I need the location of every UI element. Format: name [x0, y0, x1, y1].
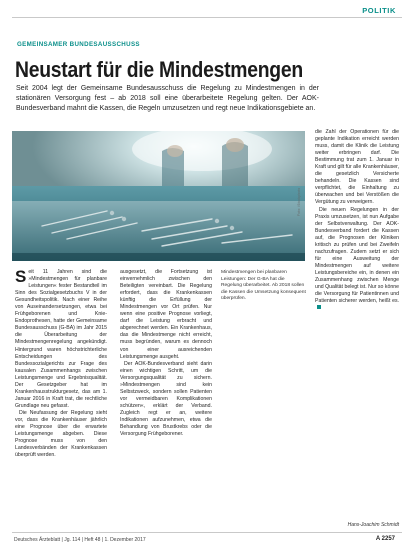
paragraph: ausgesetzt, die Fortsetzung ist einvernehmlich zwischen den Beteiligten vereinbart. Die Regelung erfordert, dass die Krankenkassen künftig die Erfüllung der Mindestmengen vor Ort prüfen. Nur wenn eine positive Prognose vorliegt, darf die Leistung erbracht und abgerechnet werden. Ein Krankenhaus, das die Mindestmenge nicht erreicht, muss begründen, warum es dennoch von einer ausreichenden Leistungsmenge ausgeht.: [120, 269, 212, 360]
paragraph: Seit 11 Jahren sind die »Mindestmengen für planbare Leistungen« fester Bestandteil im Sinn des Sozialgesetzbuchs V in der Gesundheitspolitik. Nach einer Reihe von Auseinandersetzungen, etwa bei Frühgeborenen und Knie-Endoprothesen, hatte der Gemeinsame Bundesausschuss (G-BA) im Jahr 2015 die Überarbeitung der Mindestmengenregelung angekündigt. Hintergrund waren höchstrichterliche Entscheidungen des Bundessozialgerichts zur Frage des kausalen Zusammenhangs zwischen Leistungsmenge und Ergebnisqualität. Der Gesetzgeber hat im Krankenhausstrukturgesetz, das am 1. Januar 2016 in Kraft trat, die rechtliche Grundlage neu gefasst.: [15, 269, 107, 409]
section-label: POLITIK: [362, 6, 396, 15]
drop-cap: S: [15, 269, 27, 286]
footer-rule: [12, 532, 402, 533]
paragraph: die Zahl der Operationen für die geplante Indikation erreicht werden muss, damit die Klinik die Leistung weiter erbringen darf. Die Bestimmung trat zum 1. Januar in Kraft und gilt für alle Krankenhäuser, die gesetzlich Versicherte behandeln. Die Kassen sind verpflichtet, die Einhaltung zu überwachen und bei Verstößen die Vergütung zu verweigern.: [315, 129, 399, 206]
header-rule: [12, 17, 402, 18]
publication-info: Deutsches Ärzteblatt | Jg. 114 | Heft 48 | 1. Dezember 2017: [14, 537, 146, 543]
article-title: Neustart für die Mindestmengen: [15, 57, 303, 82]
paragraph: Der AOK-Bundesverband sieht darin einen wichtigen Schritt, um die Versorgungsqualität zu sichern. »Mindestmengen sind kein Selbstzweck, sondern sollen Patienten vor vermeidbaren Komplikationen schützen«, erklärt der Verband. Zugleich regt er an, weitere Indikationen aufzunehmen, etwa die Behandlung von Brustkrebs oder die Versorgung Frühgeborener.: [120, 360, 212, 438]
operating-room-photo: [12, 131, 305, 261]
end-mark-icon: [317, 305, 321, 309]
paragraph: Die neuen Regelungen in der Praxis umzusetzen, ist nun Aufgabe der Selbstverwaltung. Der AOK-Bundesverband fordert die Kassen auf, die Prognosen der Kliniken kritisch zu prüfen und bei Zweifeln nachzufragen. Zudem setzt er sich für eine Ausweitung der Mindestmengen auf weitere Leistungsbereiche ein, in denen ein Zusammenhang zwischen Menge und Qualität belegt ist. Nur so könne die Versorgung für Patientinnen und Patienten sicherer werden, heißt es.: [315, 207, 399, 313]
article-column-1: [15, 269, 107, 531]
photo-credit: Foto: iStockphoto: [297, 187, 301, 216]
article-author: Hans-Joachim Schmidt: [347, 522, 399, 528]
page-number: A 2257: [375, 536, 395, 542]
article-column-2: [120, 269, 212, 531]
article-column-3: [315, 129, 399, 523]
article-lead: Seit 2004 legt der Gemeinsame Bundesausschuss die Regelung zu Mindestmengen in der stationären Versorgung fest – ab 2018 soll eine überarbeitete Regelung gelten. Der AOK-Bundesverband mahnt die Kassen, die Regeln umzusetzen und regt neue Indikationsgebiete an.: [16, 85, 319, 112]
paragraph: Die Neufassung der Regelung sieht vor, dass die Krankenhäuser jährlich eine Prognose über die erwartete Leistungsmenge abgeben. Diese Prognose muss von den Landesverbänden der Krankenkassen überprüft werden.: [15, 409, 107, 459]
photo-caption: Mindestmengen bei planbaren Leistungen: Der G-BA hat die Regelung überarbeitet. Ab 2018 sollen die Kassen die Umsetzung konsequent überprüfen.: [221, 270, 306, 302]
article-kicker: GEMEINSAMER BUNDESAUSSCHUSS: [17, 41, 140, 48]
